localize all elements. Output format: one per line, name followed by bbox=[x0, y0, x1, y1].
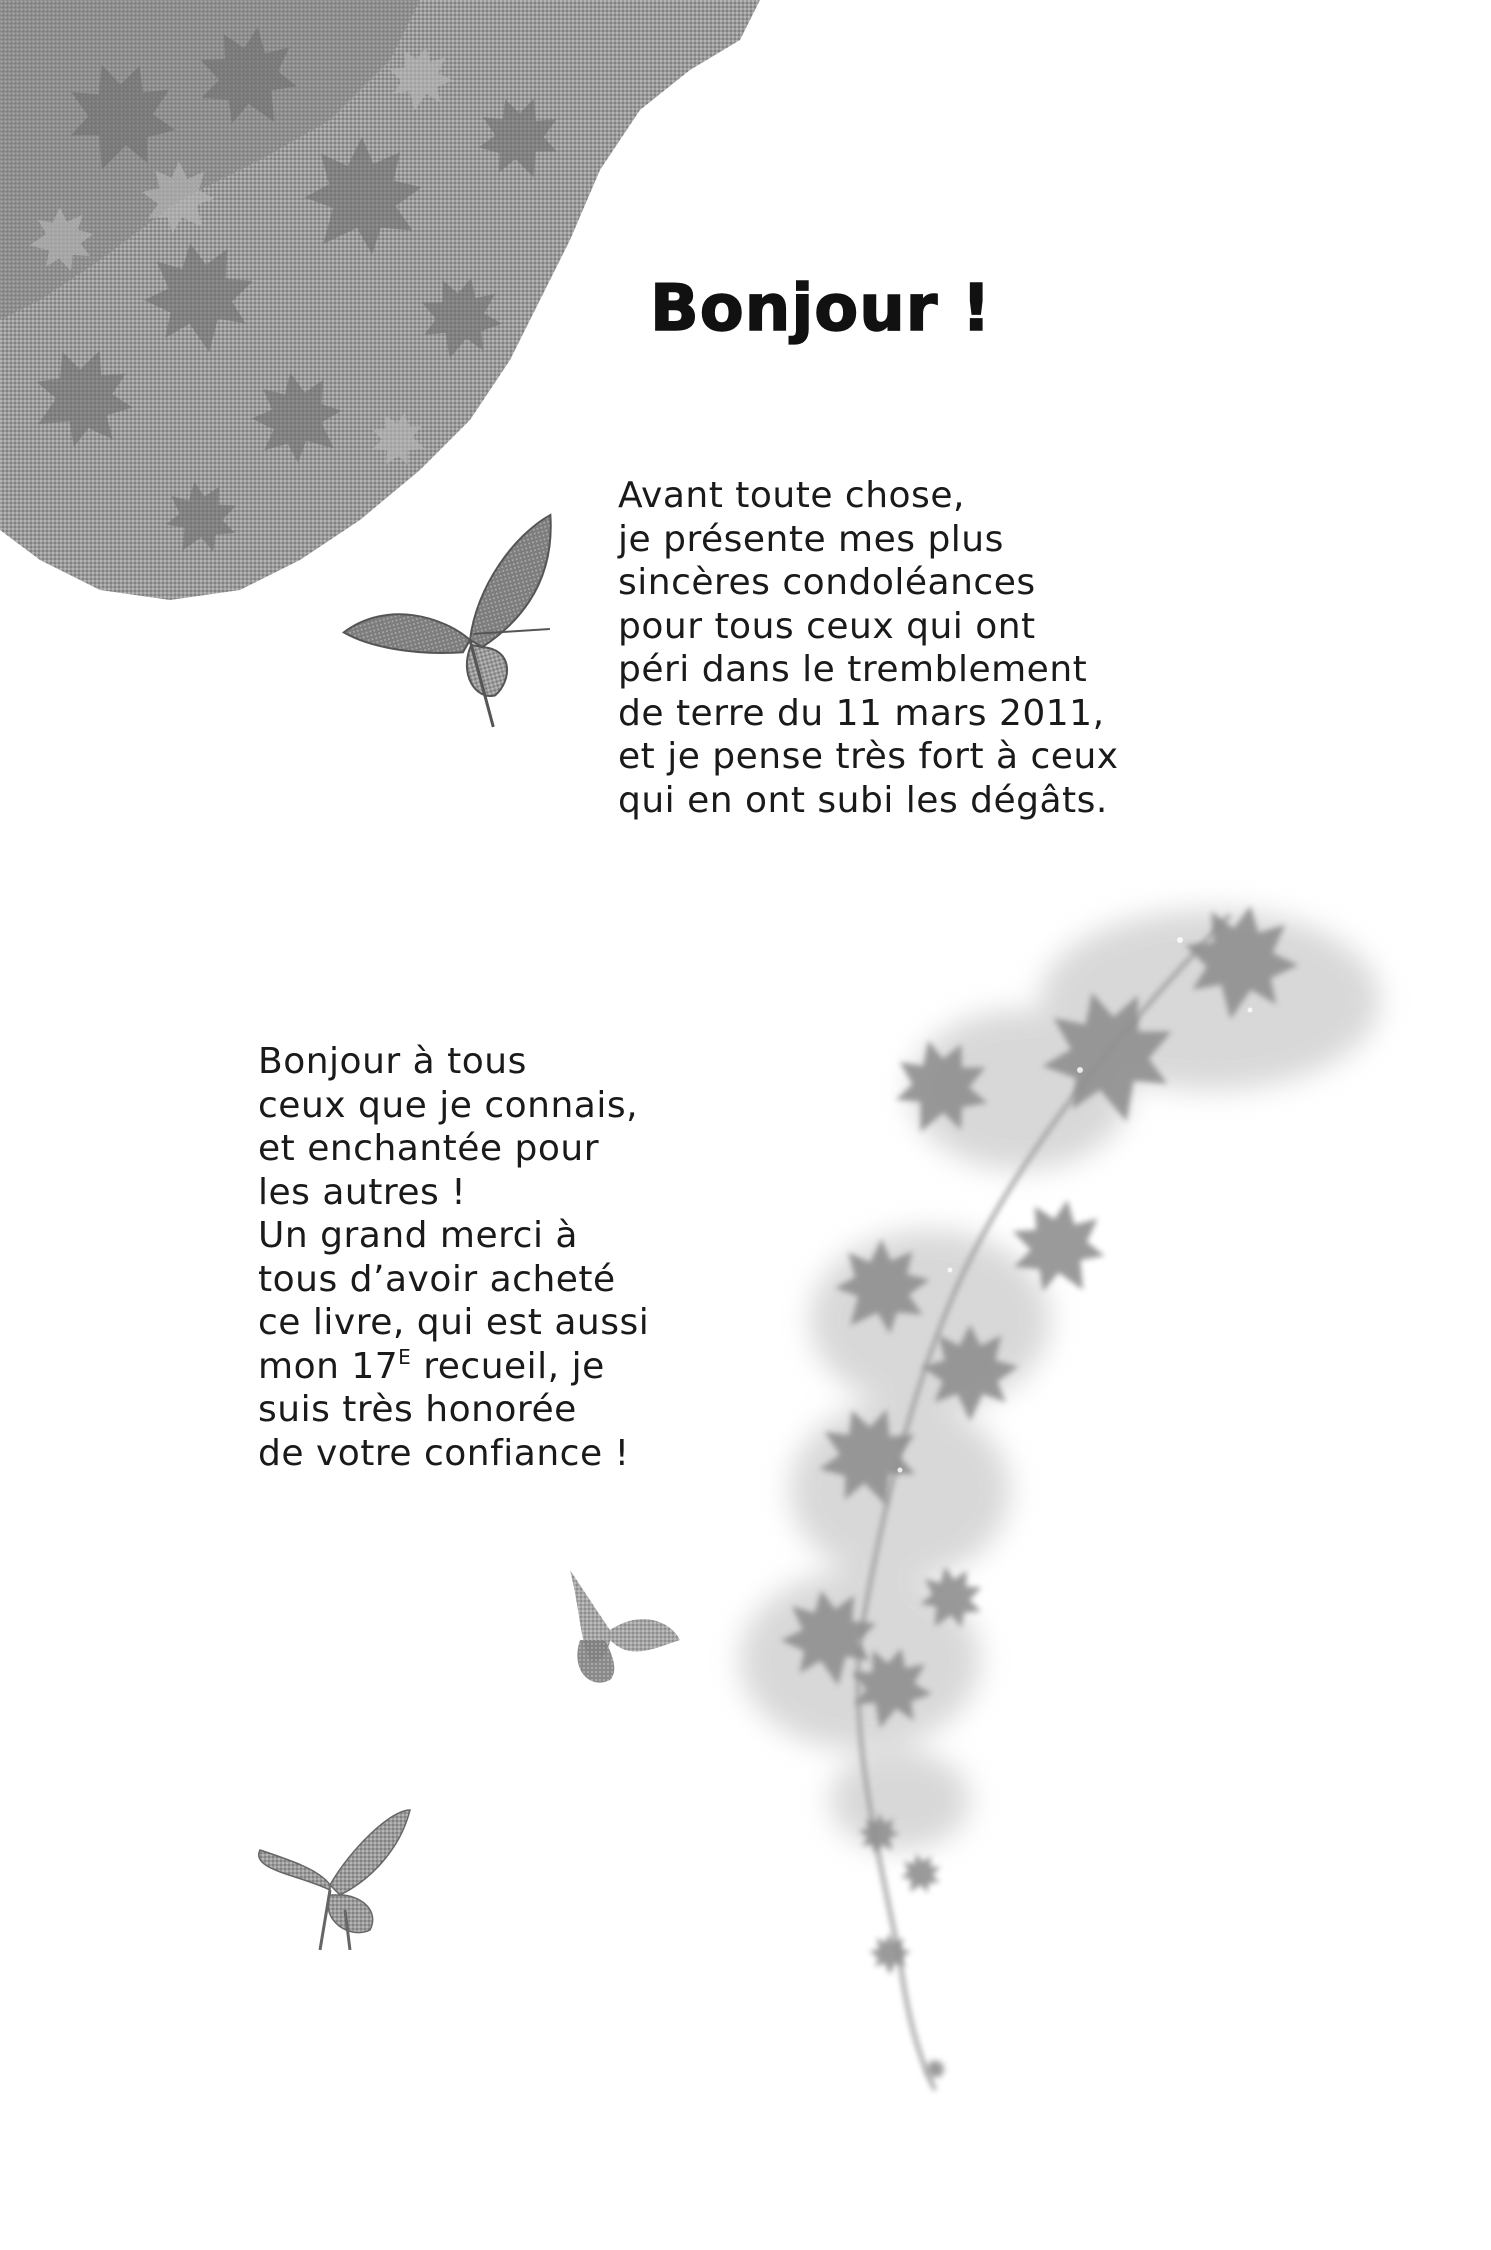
text-line bbox=[258, 1345, 649, 1389]
text-line: pour tous ceux qui ont bbox=[618, 605, 1036, 647]
text-line: sincères condoléances bbox=[618, 562, 1036, 603]
text-line: de terre du 11 mars 2011, bbox=[618, 692, 1105, 734]
text-line: les autres ! bbox=[258, 1171, 467, 1213]
butterfly-icon bbox=[328, 515, 599, 758]
ivy-vine bbox=[740, 896, 1380, 2090]
text-line: je présente mes plus bbox=[618, 518, 1004, 560]
text-line: suis très honorée bbox=[258, 1389, 577, 1430]
text-line: Avant toute chose, bbox=[618, 475, 965, 516]
text-fragment: mon 17 bbox=[258, 1345, 399, 1387]
text-line: et je pense très fort à ceux bbox=[618, 736, 1119, 777]
butterfly-icon bbox=[570, 1570, 680, 1683]
text-line: ceux que je connais, bbox=[258, 1084, 639, 1126]
condolence-paragraph bbox=[618, 474, 1119, 822]
text-line: et enchantée pour bbox=[258, 1128, 600, 1169]
text-line: Bonjour à tous bbox=[258, 1041, 527, 1082]
text-line: Un grand merci à bbox=[258, 1215, 578, 1256]
text-line: ce livre, qui est aussi bbox=[258, 1302, 650, 1343]
butterfly-icon bbox=[259, 1810, 410, 1950]
text-line: péri dans le tremblement bbox=[618, 649, 1088, 690]
superscript: E bbox=[398, 1344, 412, 1369]
page-title: Bonjour ! bbox=[650, 272, 992, 346]
text-fragment: recueil, je bbox=[411, 1345, 605, 1387]
text-line: de votre confiance ! bbox=[258, 1432, 630, 1474]
text-line: qui en ont subi les dégâts. bbox=[618, 779, 1108, 821]
text-line: tous d’avoir acheté bbox=[258, 1258, 616, 1300]
greeting-paragraph bbox=[258, 1040, 649, 1475]
